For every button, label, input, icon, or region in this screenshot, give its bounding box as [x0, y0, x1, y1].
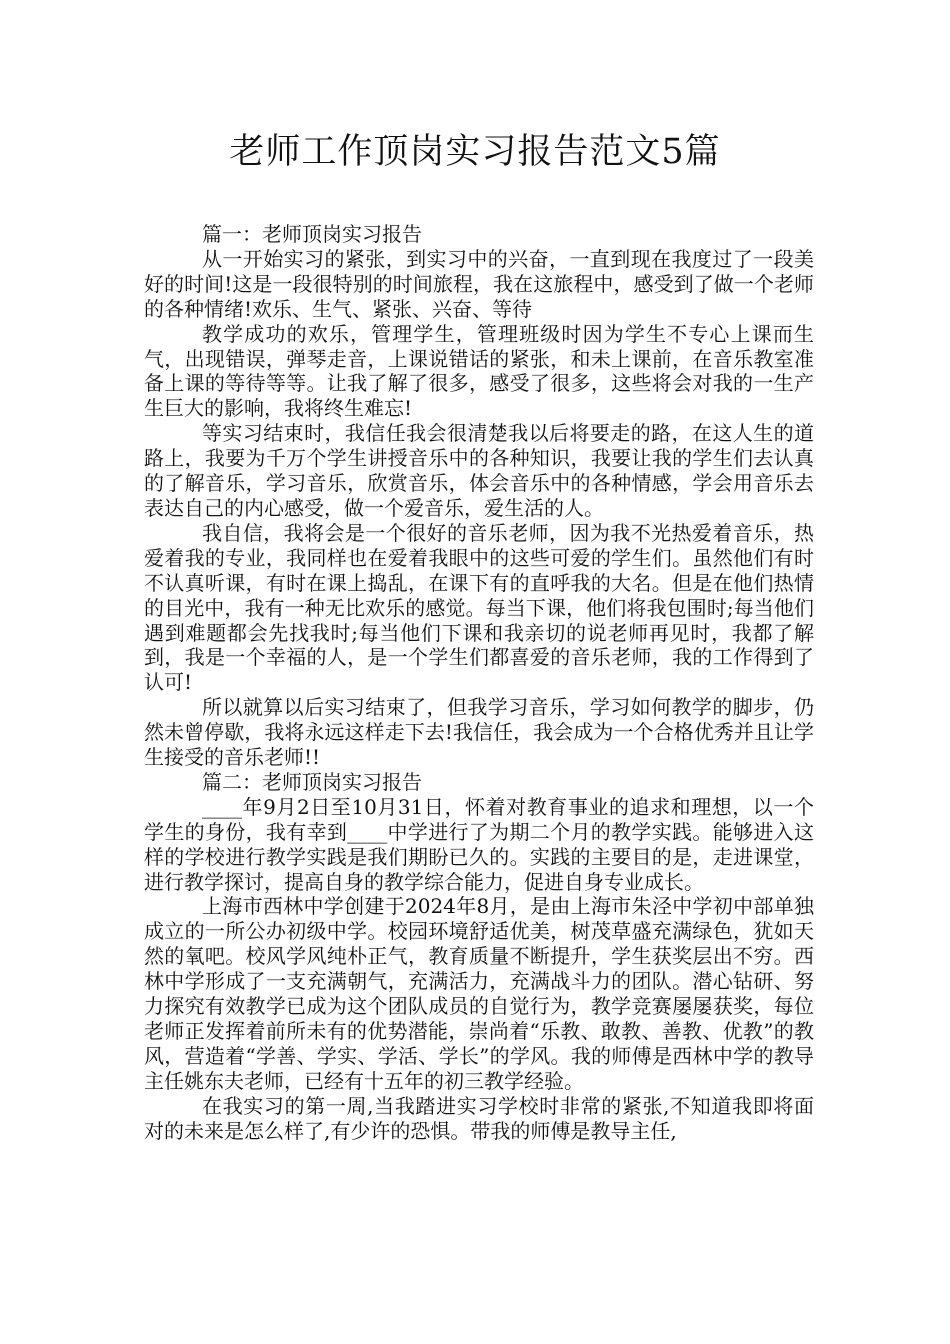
paragraph: ____年9月2日至10月31日，怀着对教育事业的追求和理想，以一个学生的身份，我有幸到____中学进行了为期二个月的教学实践。能够进入这样的学校进行教学实践是我们期盼已久的。实践的主要目的是，走进课堂，进行教学探讨，提高自身的教学综合能力，促进自身专业成长。 — [144, 794, 814, 894]
document-body — [144, 222, 814, 1144]
section-heading: 篇二：老师顶岗实习报告 — [202, 769, 422, 794]
paragraph: 上海市西林中学创建于2024年8月，是由上海市朱泾中学初中部单独成立的一所公办初级中学。校园环境舒适优美，树茂草盛充满绿色，犹如天然的氧吧。校风学风纯朴正气，教育质量不断提升，学生获奖层出不穷。西林中学形成了一支充满朝气，充满活力，充满战斗力的团队。潜心钻研、努力探究有效教学已成为这个团队成员的自觉行为，教学竞赛屡屡获奖，每位老师正发挥着前所未有的优势潜能，崇尚着“乐教、敢教、善教、优教”的教风，营造着“学善、学实、学活、学长”的学风。我的师傅是西林中学的教导主任姚东夫老师，已经有十五年的初三教学经验。 — [144, 894, 814, 1093]
section-heading: 篇一：老师顶岗实习报告 — [202, 222, 422, 246]
paragraph: 我自信，我将会是一个很好的音乐老师，因为我不光热爱着音乐，热爱着我的专业，我同样也在爱着我眼中的这些可爱的学生们。虽然他们有时不认真听课，有时在课上捣乱，在课下有的直呼我的大名。但是在他们热情的目光中，我有一种无比欢乐的感觉。每当下课，他们将我包围时;每当他们遇到难题都会先找我时;每当他们下课和我亲切的说老师再见时，我都了解到，我是一个幸福的人，是一个学生们都喜爱的音乐老师，我的工作得到了认可! — [144, 520, 814, 695]
document-title: 老师工作顶岗实习报告范文5篇 — [229, 132, 721, 172]
paragraph: 等实习结束时，我信任我会很清楚我以后将要走的路，在这人生的道路上，我要为千万个学生讲授音乐中的各种知识，我要让我的学生们去认真的了解音乐，学习音乐，欣赏音乐，体会音乐中的各种情感，学会用音乐去表达自己的内心感受，做一个爱音乐，爱生活的人。 — [144, 421, 814, 520]
paragraph: 在我实习的第一周,当我踏进实习学校时非常的紧张,不知道我即将面对的未来是怎么样了,有少许的恐惧。带我的师傅是教导主任, — [144, 1093, 814, 1143]
paragraph: 教学成功的欢乐，管理学生，管理班级时因为学生不专心上课而生气，出现错误，弹琴走音，上课说错话的紧张，和未上课前，在音乐教室准备上课的等待等等。让我了解了很多，感受了很多，这些将会对我的一生产生巨大的影响，我将终生难忘! — [144, 321, 814, 421]
paragraph: 从一开始实习的紧张，到实习中的兴奋，一直到现在我度过了一段美好的时间!这是一段很特别的时间旅程，我在这旅程中，感受到了做一个老师的各种情绪!欢乐、生气、紧张、兴奋、等待 — [144, 246, 814, 321]
paragraph: 所以就算以后实习结束了，但我学习音乐，学习如何教学的脚步，仍然未曾停歇，我将永远这样走下去!我信任，我会成为一个合格优秀并且让学生接受的音乐老师!! — [144, 695, 814, 770]
